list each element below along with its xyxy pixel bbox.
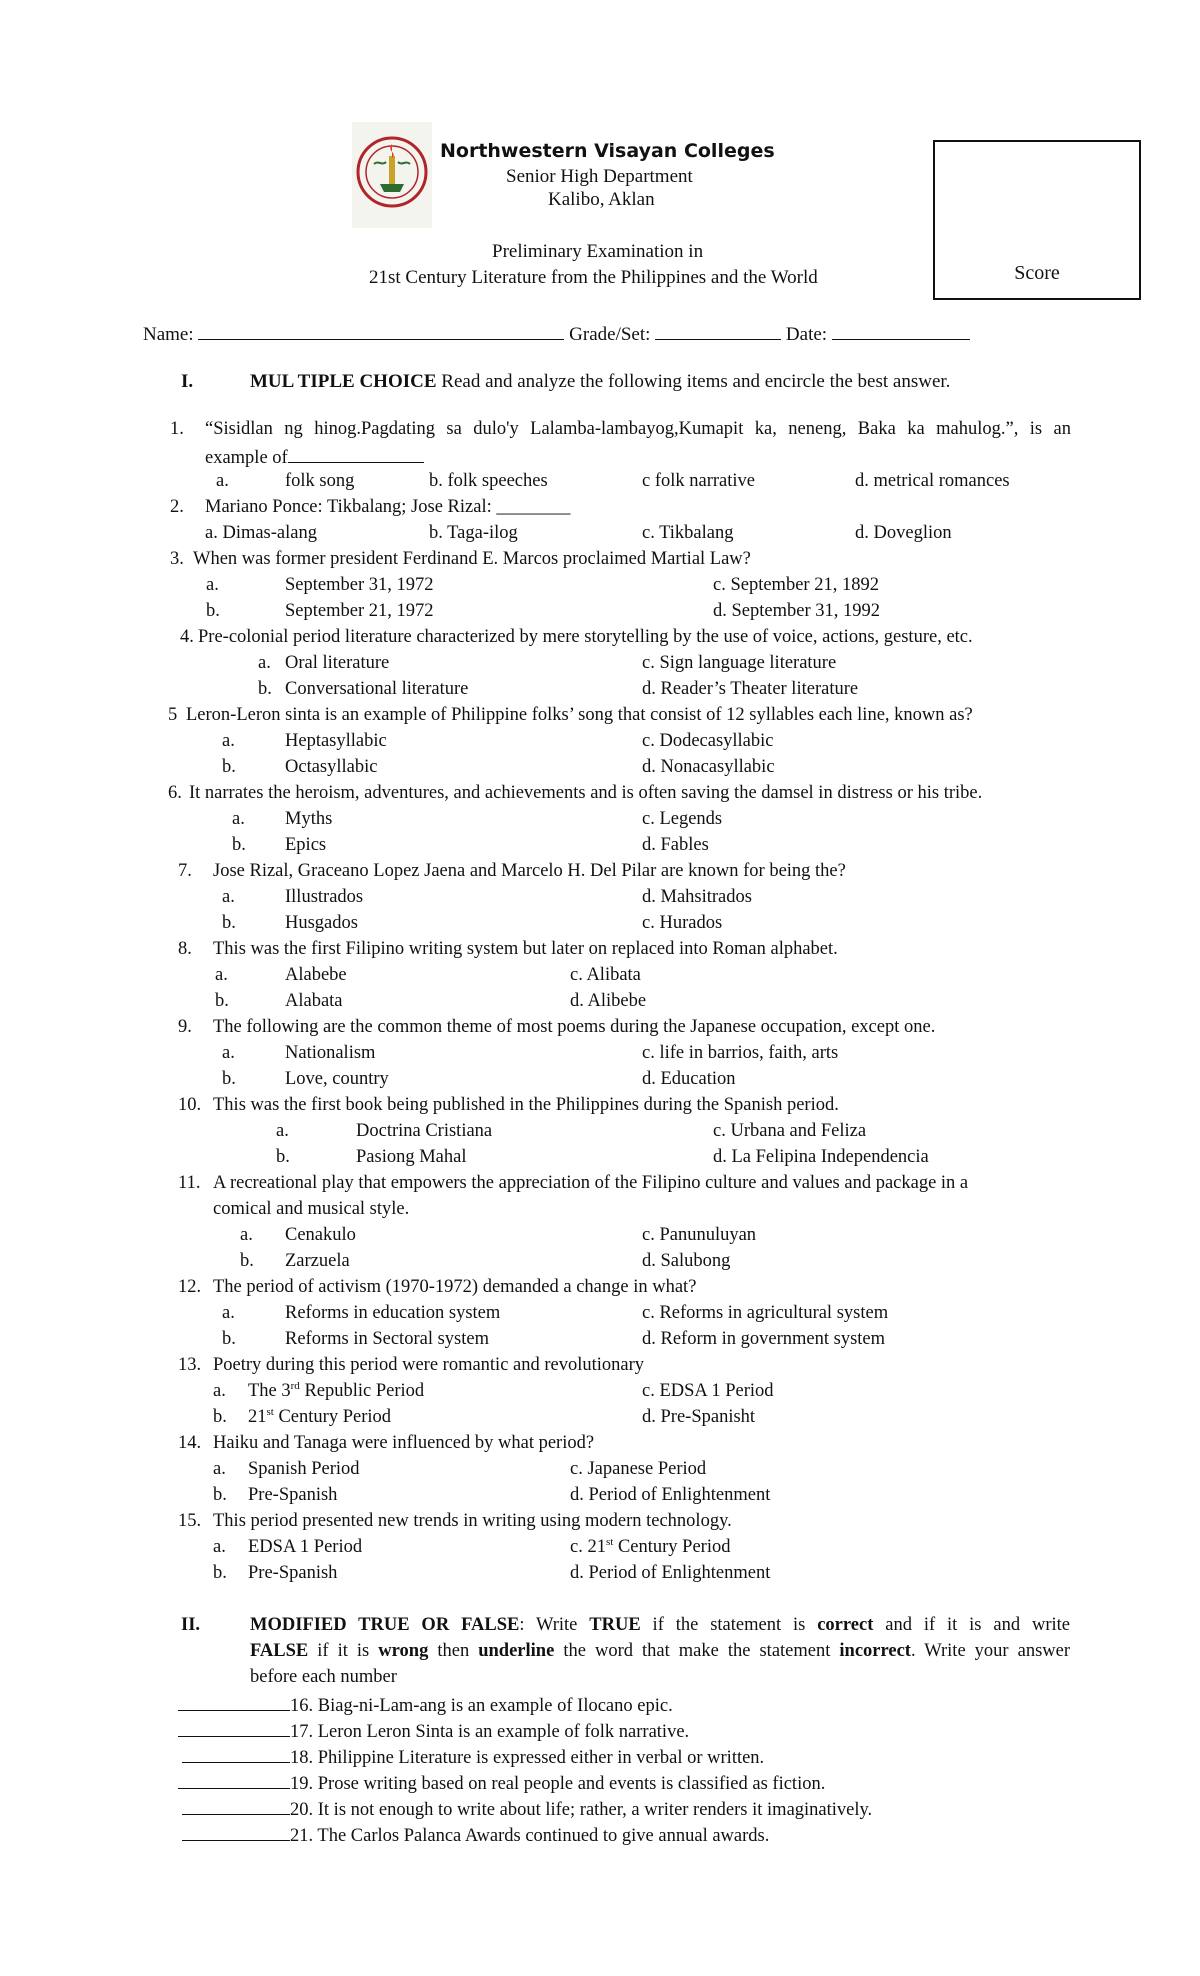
choice-letter: a. <box>213 1381 226 1401</box>
choice[interactable]: d. La Felipina Independencia <box>713 1147 929 1167</box>
choice-letter: a. <box>213 1459 226 1479</box>
choice-letter: b. <box>222 913 236 933</box>
tf-item <box>182 1794 872 1823</box>
school-name: Northwestern Visayan Colleges <box>440 140 775 162</box>
choice[interactable]: Doctrina Cristiana <box>356 1121 493 1141</box>
question-text: It narrates the heroism, adventures, and achievements and is often saving the damsel in distress or his tribe. <box>189 783 983 803</box>
question-text: This period presented new trends in writing using modern technology. <box>213 1511 732 1531</box>
choice[interactable]: Epics <box>285 835 327 855</box>
keyword-incorrect: incorrect <box>839 1641 911 1661</box>
student-info-line <box>143 319 970 346</box>
choice[interactable]: EDSA 1 Period <box>248 1537 363 1557</box>
question-text: The following are the common theme of most poems during the Japanese occupation, except one. <box>213 1017 936 1037</box>
choice[interactable]: Reforms in education system <box>285 1303 501 1323</box>
question-text-cont <box>205 442 424 471</box>
choice[interactable]: Pre-Spanish <box>248 1485 338 1505</box>
tf-item <box>182 1742 764 1771</box>
date-label: Date: <box>785 324 828 345</box>
exam-title: Preliminary Examination in <box>492 241 704 262</box>
choice[interactable]: Love, country <box>285 1069 389 1089</box>
choice[interactable]: c. Urbana and Feliza <box>713 1121 867 1141</box>
question-number: 13. <box>178 1355 202 1375</box>
tf-item <box>178 1690 673 1719</box>
question-text: A recreational play that empowers the appreciation of the Filipino culture and values and package in a <box>213 1173 969 1193</box>
superscript: rd <box>290 1379 300 1392</box>
choice[interactable]: Illustrados <box>285 887 364 907</box>
choice-letter: a. <box>206 575 219 595</box>
text: if the statement is <box>640 1615 818 1635</box>
part1-numeral: I. <box>181 371 194 392</box>
choice[interactable]: d. September 31, 1992 <box>713 601 880 621</box>
question-number: 11. <box>178 1173 201 1193</box>
question-text: This was the first book being published in the Philippines during the Spanish period. <box>213 1095 839 1115</box>
question-text: Poetry during this period were romantic and revolutionary <box>213 1355 645 1375</box>
choice[interactable]: d. Period of Enlightenment <box>570 1485 771 1505</box>
choice[interactable]: Octasyllabic <box>285 757 378 777</box>
choice[interactable]: d. Fables <box>642 835 709 855</box>
choice-letter: a. <box>222 1303 235 1323</box>
keyword-correct: correct <box>817 1615 874 1635</box>
choice[interactable]: d. Reader’s Theater literature <box>642 679 859 699</box>
tf-statement: 20. It is not enough to write about life; rather, a writer renders it imaginatively. <box>290 1800 873 1820</box>
choice[interactable]: b. folk speeches <box>429 471 548 491</box>
location: Kalibo, Aklan <box>548 189 655 210</box>
choice-letter: a. <box>276 1121 289 1141</box>
question-number: 1. <box>170 419 184 439</box>
choice[interactable]: Pre-Spanish <box>248 1563 338 1583</box>
choice-text: Republic Period <box>299 1381 425 1401</box>
choice[interactable]: Spanish Period <box>248 1459 360 1479</box>
choice-letter: b. <box>240 1251 254 1271</box>
tf-item <box>178 1716 689 1745</box>
question-number: 8. <box>178 939 192 959</box>
answer-blank[interactable] <box>182 1794 290 1815</box>
answer-blank[interactable] <box>182 1742 290 1763</box>
question-text: “Sisidlan ng hinog.Pagdating sa dulo'y Lalamba-lambayog,Kumapit ka, neneng, Baka ka mahulog.”, is an <box>205 419 1071 439</box>
answer-blank[interactable] <box>178 1768 290 1789</box>
choice[interactable]: c. Hurados <box>642 913 723 933</box>
choice[interactable]: folk song <box>285 471 355 491</box>
choice-letter: a. <box>222 1043 235 1063</box>
question-number: 9. <box>178 1017 192 1037</box>
choice[interactable]: d. Doveglion <box>855 523 952 543</box>
choice[interactable]: d. Period of Enlightenment <box>570 1563 771 1583</box>
choice[interactable]: c. EDSA 1 Period <box>642 1381 774 1401</box>
choice-letter: b. <box>258 679 272 699</box>
choice[interactable]: d. Salubong <box>642 1251 731 1271</box>
date-field[interactable] <box>832 319 970 340</box>
choice[interactable]: Pasiong Mahal <box>356 1147 467 1167</box>
answer-blank[interactable] <box>178 1716 290 1737</box>
choice[interactable]: d. Mahsitrados <box>642 887 752 907</box>
choice[interactable]: c. Japanese Period <box>570 1459 707 1479</box>
question-number: 2. <box>170 497 184 517</box>
text: and if it is and write <box>873 1615 1070 1635</box>
question-text: The period of activism (1970-1972) demanded a change in what? <box>213 1277 697 1297</box>
choice-letter: b. <box>222 757 236 777</box>
choice[interactable]: c. life in barrios, faith, arts <box>642 1043 839 1063</box>
choice[interactable]: d. Pre-Spanisht <box>642 1407 756 1427</box>
choice[interactable]: Oral literature <box>285 653 390 673</box>
school-logo <box>352 122 432 228</box>
question-number: 10. <box>178 1095 202 1115</box>
keyword-true: TRUE <box>589 1615 641 1635</box>
question-text: This was the first Filipino writing system but later on replaced into Roman alphabet. <box>213 939 838 959</box>
text: . Write your answer <box>910 1641 1071 1661</box>
question-text: Pre-colonial period literature characterized by mere storytelling by the use of voice, actions, gesture, etc. <box>198 627 973 647</box>
choice[interactable]: Nationalism <box>285 1043 376 1063</box>
grade-field[interactable] <box>655 319 781 340</box>
choice[interactable]: c. Reforms in agricultural system <box>642 1303 889 1323</box>
choice[interactable] <box>570 1534 730 1560</box>
choice-letter: b. <box>276 1147 290 1167</box>
question-text: Haiku and Tanaga were influenced by what period? <box>213 1433 595 1453</box>
choice[interactable]: b. Taga-ilog <box>429 523 518 543</box>
question-number: 3. <box>170 549 184 569</box>
superscript: st <box>266 1405 274 1418</box>
department: Senior High Department <box>506 166 693 187</box>
part2-numeral: II. <box>181 1615 201 1635</box>
question-text: When was former president Ferdinand E. Marcos proclaimed Martial Law? <box>193 549 751 569</box>
choice[interactable]: c. September 21, 1892 <box>713 575 879 595</box>
tf-statement: 17. Leron Leron Sinta is an example of folk narrative. <box>290 1722 690 1742</box>
question-text-2: example of <box>205 448 288 468</box>
question-number: 6. <box>168 783 182 803</box>
choice-text: The 3 <box>248 1381 291 1401</box>
tf-statement: 18. Philippine Literature is expressed either in verbal or written. <box>290 1748 765 1768</box>
part1-title: MUL TIPLE CHOICE <box>250 371 437 392</box>
question-number: 12. <box>178 1277 202 1297</box>
choice-letter: a. <box>222 887 235 907</box>
answer-blank[interactable] <box>288 442 424 463</box>
text: then <box>428 1641 479 1661</box>
question-number: 15. <box>178 1511 202 1531</box>
tf-statement: 19. Prose writing based on real people and events is classified as fiction. <box>290 1774 826 1794</box>
part2-instruction-line1 <box>250 1612 1070 1638</box>
keyword-false: FALSE <box>250 1641 309 1661</box>
choice-text: Century Period <box>613 1537 731 1557</box>
choice[interactable]: Alabebe <box>285 965 347 985</box>
choice[interactable]: Cenakulo <box>285 1225 356 1245</box>
choice-letter: b. <box>213 1563 227 1583</box>
text: if it is <box>308 1641 379 1661</box>
tf-item <box>178 1768 825 1797</box>
answer-blank[interactable] <box>178 1690 290 1711</box>
choice-text: 21 <box>248 1407 267 1427</box>
choice[interactable] <box>248 1378 424 1404</box>
name-label: Name: <box>143 324 194 345</box>
question-number: 14. <box>178 1433 202 1453</box>
choice[interactable]: c. Legends <box>642 809 723 829</box>
tf-statement: 21. The Carlos Palanca Awards continued to give annual awards. <box>290 1826 770 1846</box>
choice-letter: a. <box>215 965 228 985</box>
choice-letter: b. <box>206 601 220 621</box>
question-text-2: comical and musical style. <box>213 1199 410 1219</box>
tf-statement: 16. Biag-ni-Lam-ang is an example of Ilocano epic. <box>290 1696 673 1716</box>
part2-title: MODIFIED TRUE OR FALSE <box>250 1615 520 1635</box>
choice[interactable]: Zarzuela <box>285 1251 350 1271</box>
score-box <box>933 140 1141 300</box>
choice[interactable]: d. metrical romances <box>855 471 1010 491</box>
choice[interactable]: a. <box>216 471 229 491</box>
question-number: 7. <box>178 861 192 881</box>
choice[interactable]: Reforms in Sectoral system <box>285 1329 489 1349</box>
choice-text: Century Period <box>273 1407 391 1427</box>
grade-label: Grade/Set: <box>569 324 651 345</box>
score-label: Score <box>1014 262 1060 284</box>
question-number: 4. <box>180 627 194 647</box>
question-text: Mariano Ponce: Tikbalang; Jose Rizal: ________ <box>205 497 571 517</box>
question-text: Leron-Leron sinta is an example of Philippine folks’ song that consist of 12 syllables each line, known as? <box>186 705 973 725</box>
choice-letter: a. <box>222 731 235 751</box>
keyword-underline: underline <box>478 1641 555 1661</box>
choice-text: c. 21 <box>570 1537 606 1557</box>
answer-blank[interactable] <box>182 1820 290 1841</box>
choice[interactable]: Alabata <box>285 991 343 1011</box>
keyword-wrong: wrong <box>378 1641 429 1661</box>
choice[interactable]: September 31, 1972 <box>285 575 434 595</box>
choice[interactable]: c. Tikbalang <box>642 523 734 543</box>
tf-item <box>182 1820 769 1849</box>
choice[interactable]: d. Education <box>642 1069 736 1089</box>
choice[interactable]: Conversational literature <box>285 679 469 699</box>
name-field[interactable] <box>198 319 564 340</box>
superscript: st <box>605 1535 614 1548</box>
choice-letter: b. <box>213 1485 227 1505</box>
choice[interactable]: Husgados <box>285 913 358 933</box>
choice-letter: b. <box>222 1329 236 1349</box>
choice[interactable]: d. Reform in government system <box>642 1329 886 1349</box>
choice[interactable]: c. Alibata <box>570 965 641 985</box>
subject: 21st Century Literature from the Philippines and the World <box>369 267 818 288</box>
choice-letter: b. <box>213 1407 227 1427</box>
question-text: Jose Rizal, Graceano Lopez Jaena and Marcelo H. Del Pilar are known for being the? <box>213 861 846 881</box>
choice[interactable]: Myths <box>285 809 333 829</box>
question-number: 5 <box>168 705 178 725</box>
choice[interactable]: c. Panunuluyan <box>642 1225 757 1245</box>
text: the word that make the statement <box>554 1641 840 1661</box>
choice[interactable]: d. Alibebe <box>570 991 647 1011</box>
choice-letter: a. <box>232 809 245 829</box>
choice[interactable]: c. Dodecasyllabic <box>642 731 774 751</box>
part1-heading <box>250 371 950 393</box>
part1-instruction: Read and analyze the following items and encircle the best answer. <box>436 371 951 392</box>
choice[interactable] <box>248 1404 391 1430</box>
part2-instruction-line2 <box>250 1638 1070 1664</box>
choice[interactable]: d. Nonacasyllabic <box>642 757 775 777</box>
choice-letter: a. <box>258 653 271 673</box>
text: : Write <box>519 1615 590 1635</box>
choice[interactable]: c. Sign language literature <box>642 653 837 673</box>
choice[interactable]: Heptasyllabic <box>285 731 387 751</box>
choice-letter: b. <box>232 835 246 855</box>
choice-letter: a. <box>240 1225 253 1245</box>
choice[interactable]: a. Dimas-alang <box>205 523 317 543</box>
choice[interactable]: c folk narrative <box>642 471 755 491</box>
choice[interactable]: September 21, 1972 <box>285 601 434 621</box>
choice-letter: b. <box>222 1069 236 1089</box>
choice-letter: b. <box>215 991 229 1011</box>
part2-instruction-line3: before each number <box>250 1667 397 1687</box>
choice-letter: a. <box>213 1537 226 1557</box>
